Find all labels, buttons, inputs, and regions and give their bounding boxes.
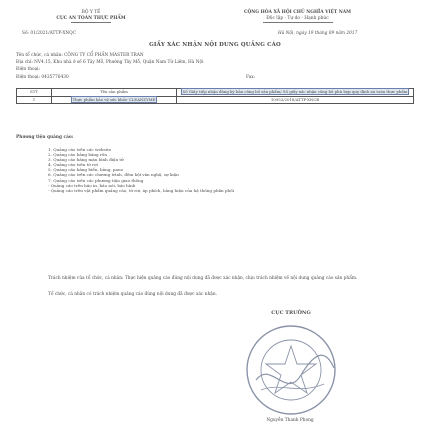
- content-heading: Phương tiện quảng cáo:: [16, 135, 74, 140]
- list-item: 6. Quảng cáo trên các chương trình, đêm hội văn nghệ, sự kiện: [48, 172, 179, 178]
- signature-block: [216, 310, 366, 424]
- row-stt: 1: [17, 96, 52, 104]
- header-product: Tên sản phẩm: [52, 89, 177, 97]
- list-item: 2. Quảng cáo bằng băng rôn: [48, 152, 107, 158]
- ministry-name: BỘ Y TẾ: [81, 10, 101, 15]
- header-number-text: Số Giấy tiếp nhận đăng ký bản công bố sản phẩm/ Số giấy xác nhận công bố phù hợp quy định an toàn thực phẩm: [182, 89, 408, 94]
- motto: Độc lập - Tự do - Hạnh phúc: [266, 15, 329, 21]
- country-header: [181, 10, 414, 23]
- document-page: [16, 6, 414, 424]
- table-header-row: [17, 89, 414, 97]
- table-row: [17, 96, 414, 104]
- list-item: - Quảng cáo trên báo in, báo nói, báo hình: [48, 182, 136, 188]
- company-name: Tên tổ chức, cá nhân: CÔNG TY CỔ PHẦN MASTER TRAN: [16, 53, 144, 58]
- row-product-text: Thực phẩm bảo vệ sức khỏe CLEANZYME: [72, 96, 156, 102]
- advertising-media-list: [48, 147, 348, 193]
- list-item: 5. Quảng cáo bằng biển, bảng, pano: [48, 167, 124, 173]
- list-item: 1. Quảng cáo trên các website: [48, 147, 112, 152]
- company-address: Địa chỉ: NV4.15, Khu nhà ở số 6 Tây Mỗ, Phường Tây Mỗ, Quận Nam Từ Liêm, Hà Nội: [16, 60, 204, 65]
- header-number: [177, 89, 414, 97]
- header-rule: [263, 22, 333, 23]
- product-table: [16, 88, 414, 104]
- header-rule: [71, 22, 111, 23]
- row-product: [52, 96, 177, 104]
- header-stt: STT: [17, 89, 52, 97]
- row-number: 10953/2018/ATTP-XNCB: [177, 96, 414, 104]
- document-number: Số: 01/2021/ATTP-XNQC: [22, 31, 76, 36]
- list-item: 4. Quảng cáo trên tờ rơi: [48, 162, 98, 168]
- phone-label: Điện thoại:: [16, 67, 40, 72]
- document-title: GIẤY XÁC NHẬN NỘI DUNG QUẢNG CÁO: [149, 42, 281, 48]
- country-name: CỘNG HÒA XÃ HỘI CHỦ NGHĨA VIỆT NAM: [243, 10, 352, 15]
- list-item: - Quảng cáo trên vật phẩm quảng cáo, tờ rơi, áp phích, bảng hiệu của hệ thống phân phối: [48, 187, 235, 193]
- list-item: 3. Quảng cáo bằng màn hình điện tử: [48, 157, 124, 163]
- issuer-header: [16, 10, 166, 23]
- list-item: 7. Quảng cáo trên các phương tiện giao thông: [48, 177, 144, 183]
- signer-title: CỤC TRƯỞNG: [271, 310, 311, 316]
- phone-number: Điện thoại: 0435776430: [16, 75, 69, 80]
- fax-label: Fax:: [246, 75, 256, 80]
- department-name: CỤC AN TOÀN THỰC PHẨM: [56, 15, 126, 21]
- responsibility-text: Trách nhiệm của tổ chức, cá nhân: Thực hiện quảng cáo đúng nội dung đã được xác nhận, chịu trách nhiệm về nội dung quảng cáo sản phẩm.: [48, 276, 358, 281]
- place-date: Hà Nội, ngày 19 tháng 09 năm 2017: [278, 31, 358, 36]
- official-seal-icon: [236, 320, 346, 420]
- signer-name: Nguyễn Thanh Phong: [266, 418, 314, 423]
- note-text: Tổ chức, cá nhân có trách nhiệm quảng cáo đúng nội dung đã được xác nhận.: [48, 292, 217, 297]
